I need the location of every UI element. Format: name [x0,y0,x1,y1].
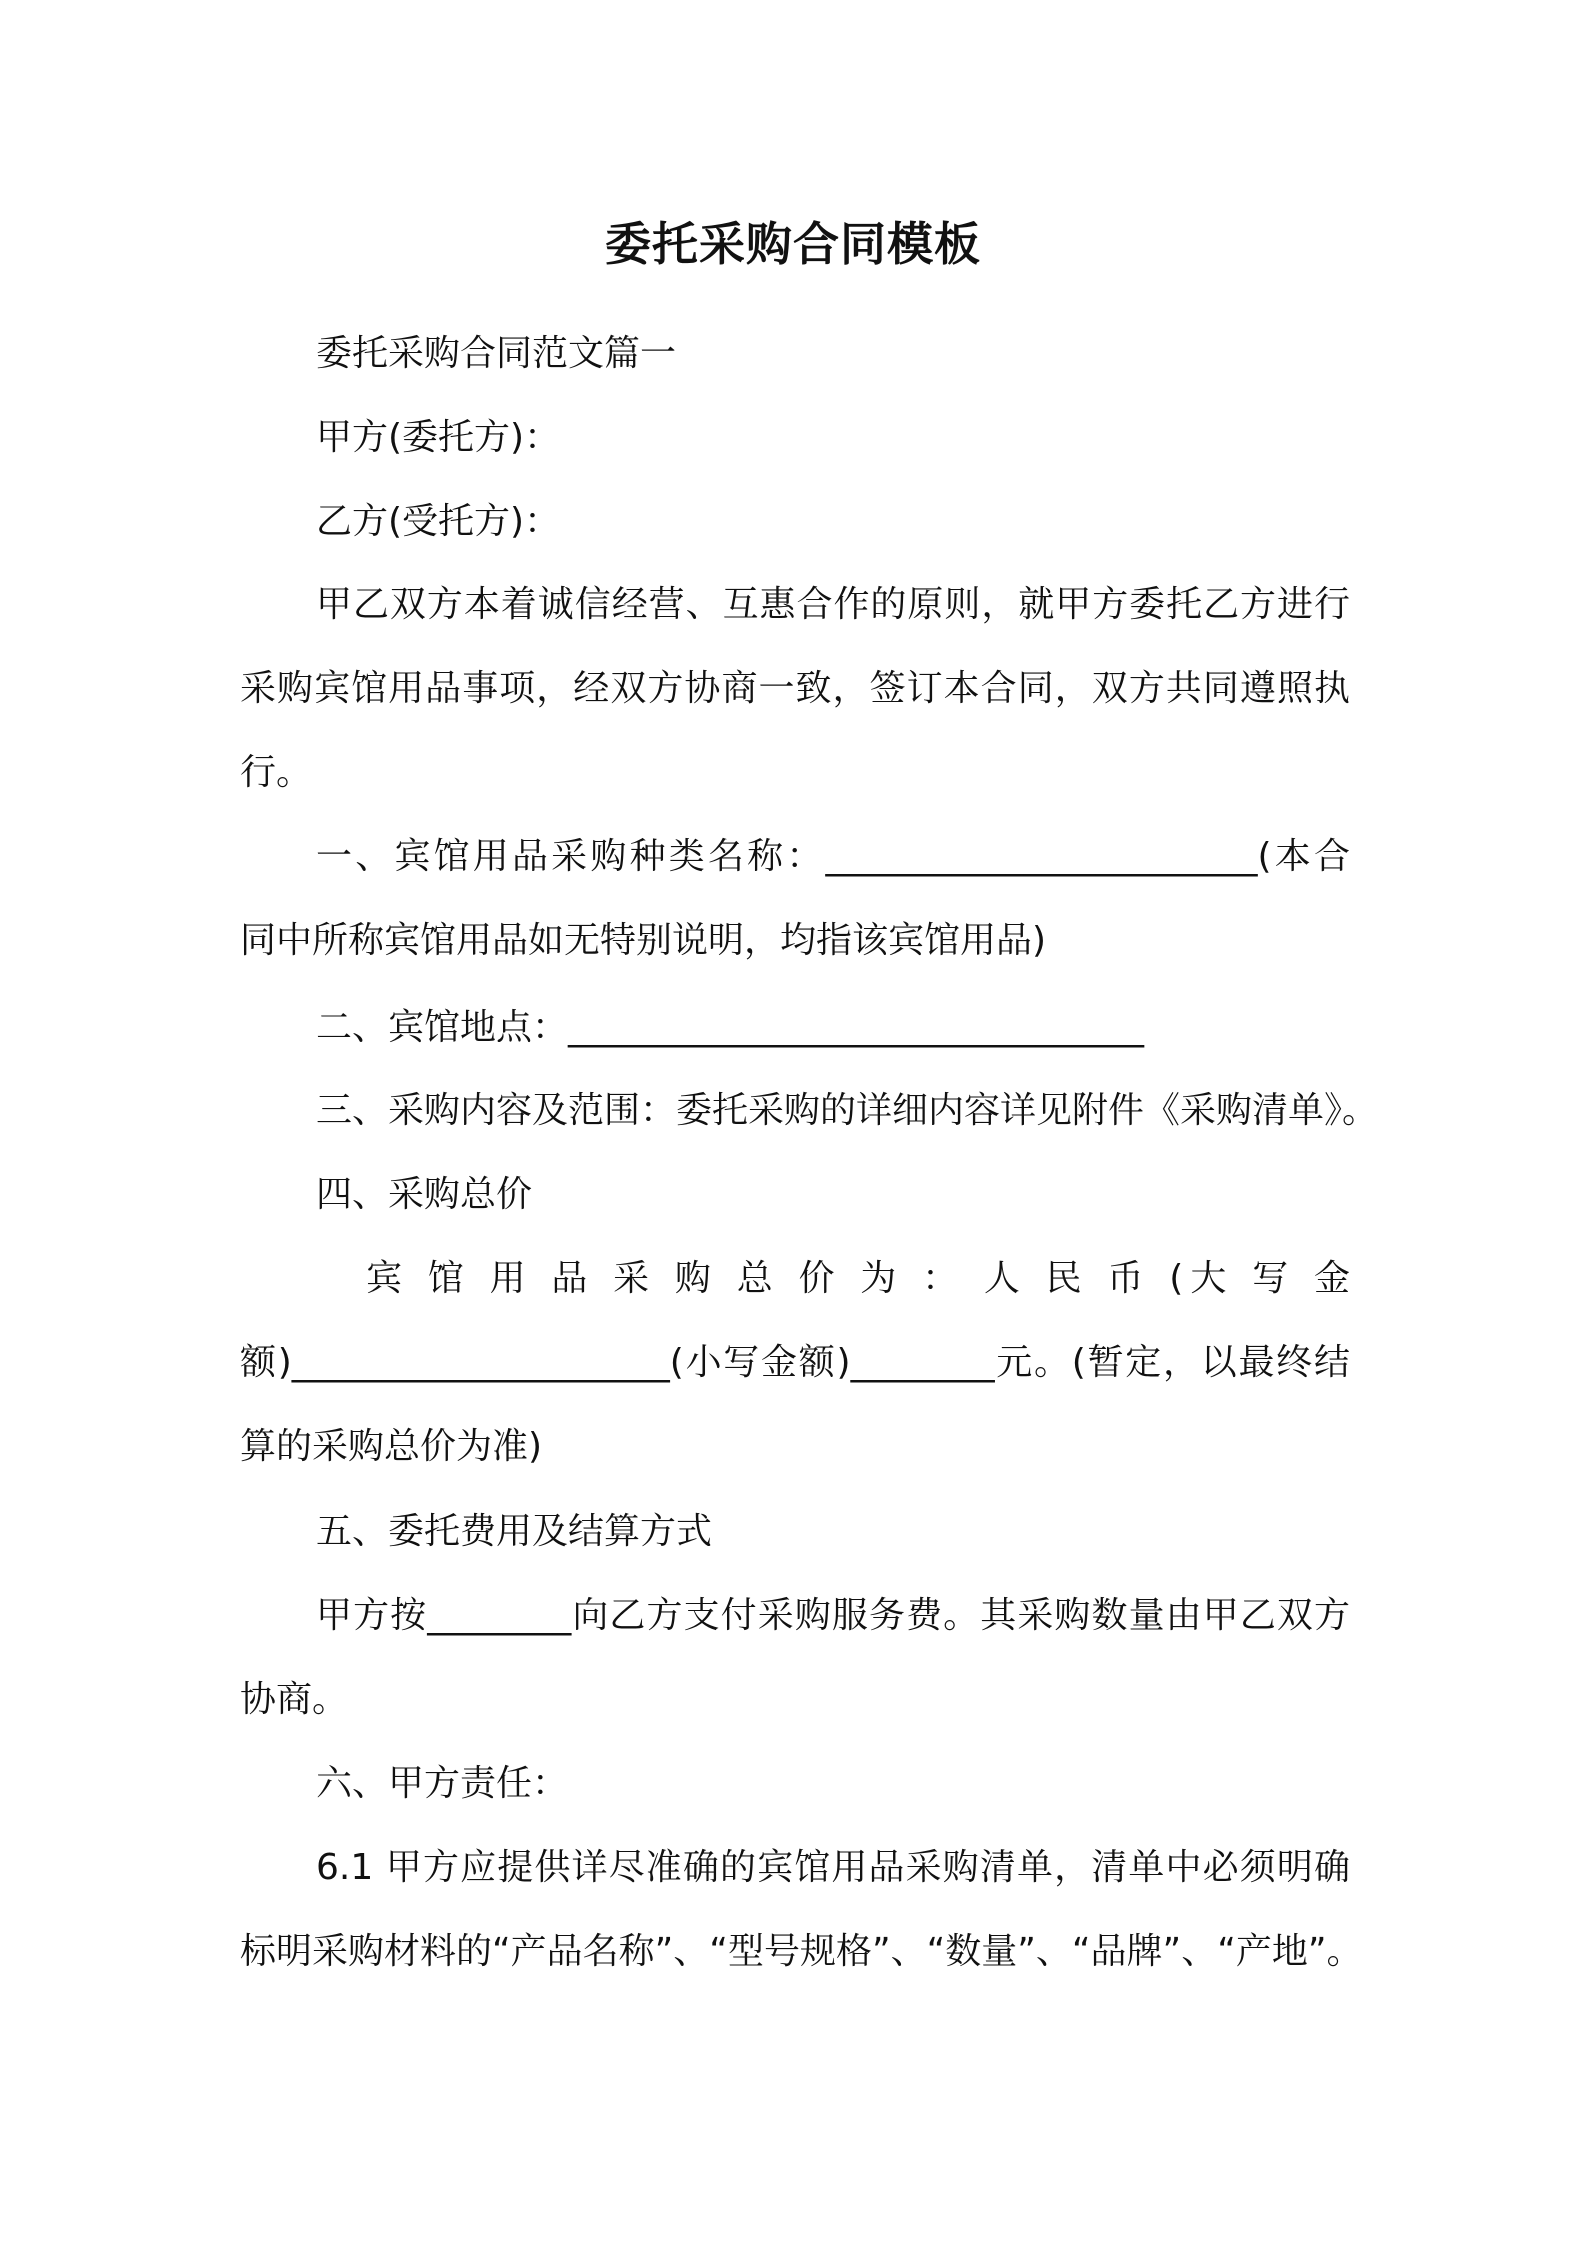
paragraph-line: 采购宾馆用品事项，经双方协商一致，签订本合同，双方共同遵照执 [240,668,1350,709]
clause-heading: 四、采购总价 [316,1174,533,1215]
paragraph-line: 甲乙双方本着诚信经营、互惠合作的原则，就甲方委托乙方进行 [316,584,1350,625]
clause-heading: 六、甲方责任： [316,1763,569,1804]
clause-line: 一、宾馆用品采购种类名称：________________________(本合 [316,836,1350,877]
clause-line: 6.1 甲方应提供详尽准确的宾馆用品采购清单，清单中必须明确 [316,1847,1350,1888]
clause-line: 额)_____________________(小写金额)________元。(暂定，以最终结 [240,1342,1350,1383]
clause-line: 协商。 [240,1679,349,1720]
paragraph-line: 行。 [240,752,313,793]
clause-line: 三、采购内容及范围：委托采购的详细内容详见附件《采购清单》。 [316,1090,1379,1131]
party-b-label: 乙方(受托方)： [316,501,561,542]
clause-line: 同中所称宾馆用品如无特别说明，均指该宾馆用品) [240,920,1047,961]
document-title: 委托采购合同模板 [605,217,981,271]
clause-line: 甲方按________向乙方支付采购服务费。其采购数量由甲乙双方 [316,1595,1350,1636]
clause-line: 算的采购总价为准) [240,1426,543,1467]
clause-line: 二、宾馆地点：________________________________ [316,1007,1145,1048]
clause-line: 宾 馆 用 品 采 购 总 价 为 ： 人 民 币 (大 写 金 [366,1258,1350,1299]
section-heading: 委托采购合同范文篇一 [316,333,677,374]
clause-heading: 五、委托费用及结算方式 [316,1511,713,1552]
party-a-label: 甲方(委托方)： [316,417,561,458]
clause-line: 标明采购材料的“产品名称”、“型号规格”、“数量”、“品牌”、“产地”。 [240,1931,1363,1972]
